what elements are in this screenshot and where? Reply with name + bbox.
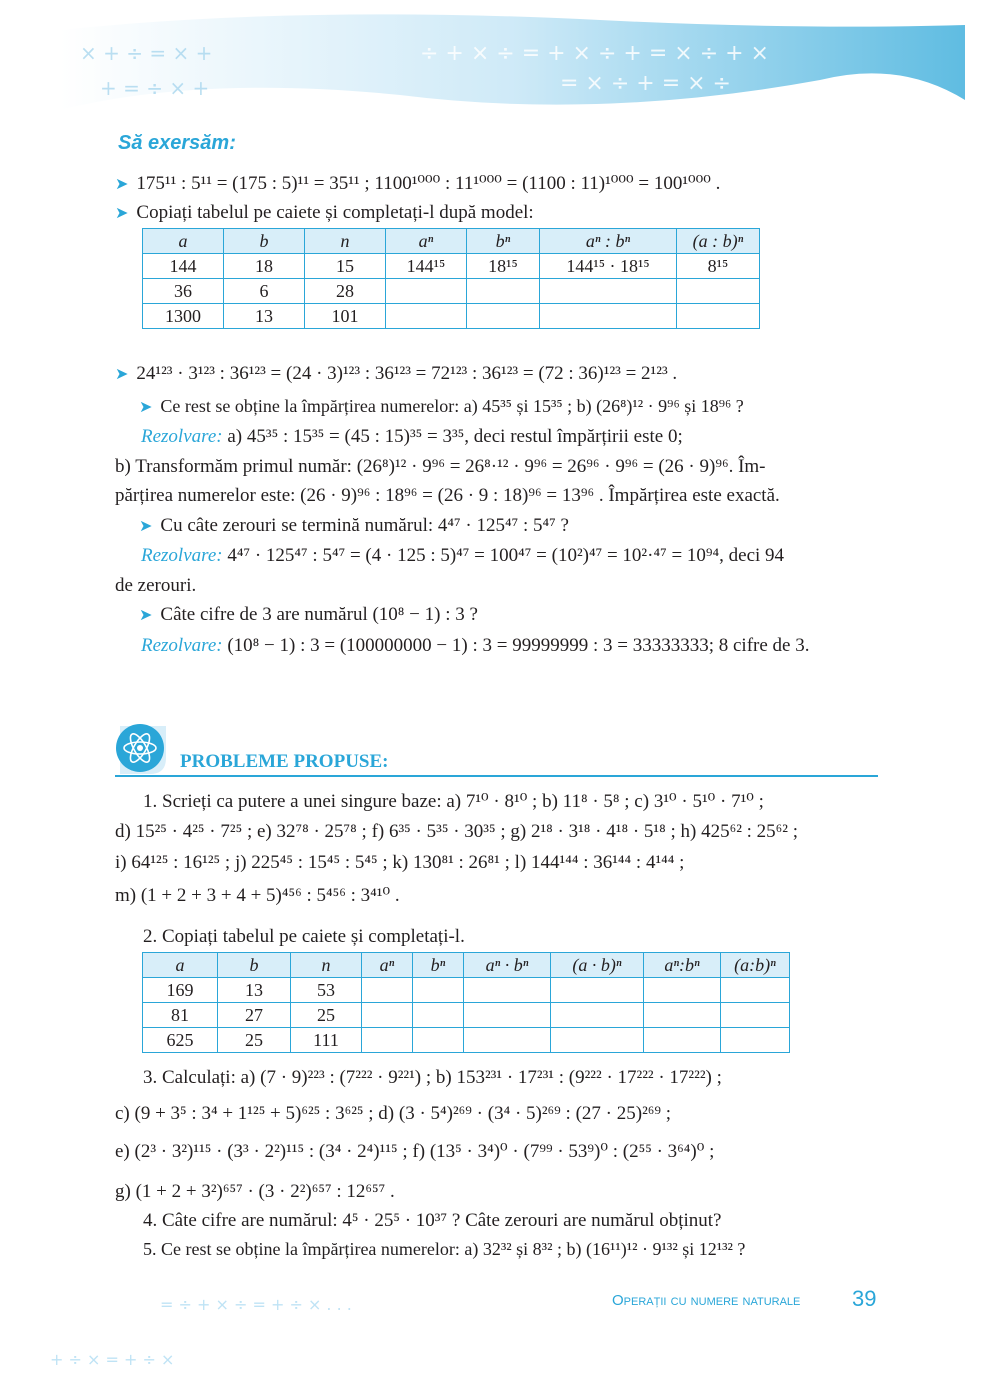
table-cell (677, 304, 760, 329)
table-cell: 101 (305, 304, 386, 329)
table-cell: 53 (291, 978, 362, 1003)
table-cell (551, 1028, 644, 1053)
table-cell: 25 (218, 1028, 291, 1053)
table-cell: 18¹⁵ (467, 254, 540, 279)
decorative-banner (0, 0, 992, 130)
problem-3-line-2: c) (9 + 3⁵ : 3⁴ + 1¹²⁵ + 5)⁶²⁵ : 3⁶²⁵ ; d) (3 · 5⁴)²⁶⁹ · (3⁴ · 5)²⁶⁹ : (27 · 25)²⁶⁹ ; (115, 1103, 672, 1124)
problem-5 (115, 1237, 880, 1261)
solution-label: Rezolvare: (141, 426, 223, 447)
arrow-icon: ➤ (115, 366, 129, 383)
solution-text: 4⁴⁷ · 125⁴⁷ : 5⁴⁷ = (4 · 125 : 5)⁴⁷ = 100⁴⁷ = (10²)⁴⁷ = 10²·⁴⁷ = 10⁹⁴, deci 94 (227, 545, 785, 566)
table-row (143, 279, 760, 304)
table-cell (362, 1003, 413, 1028)
table-cell (464, 1003, 551, 1028)
table-header-cell: aⁿ · bⁿ (464, 953, 551, 978)
table-cell (540, 304, 677, 329)
table-header-cell: (a:b)ⁿ (721, 953, 790, 978)
exercise-table (142, 952, 790, 1053)
table-header-cell: a (143, 953, 218, 978)
table-cell: 144¹⁵ (386, 254, 467, 279)
problem-3-line-4: g) (1 + 2 + 3²)⁶⁵⁷ · (3 · 2²)⁶⁵⁷ : 12⁶⁵⁷ . (115, 1181, 395, 1202)
page-number: 39 (852, 1286, 877, 1311)
table-cell (413, 1028, 464, 1053)
table-header-row (143, 953, 790, 978)
problem-text: 5. Ce rest se obține la împărțirea numerelor: a) 32³² și 8³² ; b) (16¹¹)¹² · 9¹³² și 12¹³² ? (143, 1239, 746, 1259)
arrow-icon: ➤ (115, 176, 129, 193)
problem-3-line-1 (115, 1066, 880, 1090)
problem-2 (115, 925, 880, 949)
solution-label: Rezolvare: (141, 635, 223, 656)
example-3 (115, 362, 880, 387)
problem-1-line-4: m) (1 + 2 + 3 + 4 + 5)⁴⁵⁶ : 5⁴⁵⁶ : 3⁴¹⁰ . (115, 885, 400, 906)
example-4-solution-b2: părțirea numerelor este: (26 · 9)⁹⁶ : 18⁹⁶ = (26 · 9 : 18)⁹⁶ = 13⁹⁶ . Împărțirea este exactă. (115, 485, 780, 506)
table-cell: 15 (305, 254, 386, 279)
problem-1-line-3: i) 64¹²⁵ : 16¹²⁵ ; j) 225⁴⁵ : 15⁴⁵ : 5⁴⁵ ; k) 130⁸¹ : 26⁸¹ ; l) 144¹⁴⁴ : 36¹⁴⁴ : 4¹⁴⁴ ; (115, 852, 685, 873)
table-header-cell: aⁿ:bⁿ (644, 953, 721, 978)
table-header-cell: aⁿ (362, 953, 413, 978)
svg-text:+ = ÷ × +: + = ÷ × + (100, 76, 210, 100)
table-header-cell: b (218, 953, 291, 978)
table-header-cell: bⁿ (467, 229, 540, 254)
example-5-solution (115, 544, 880, 568)
table-cell (551, 978, 644, 1003)
table-row (143, 254, 760, 279)
table-cell (464, 1028, 551, 1053)
table-cell: 18 (224, 254, 305, 279)
table-header-row (143, 229, 760, 254)
table-cell (386, 279, 467, 304)
solution-text: a) 45³⁵ : 15³⁵ = (45 : 15)³⁵ = 3³⁵, deci restul împărțirii este 0; (227, 426, 683, 447)
table-cell: 81 (143, 1003, 218, 1028)
table-cell (386, 304, 467, 329)
example-4 (115, 394, 880, 420)
problem-text: 3. Calculați: a) (7 · 9)²²³ : (7²²² · 9²²¹) ; b) 153²³¹ · 17²³¹ : (9²²² · 17²²² · 17²²²) ; (143, 1067, 722, 1088)
table-cell (467, 279, 540, 304)
table-cell: 169 (143, 978, 218, 1003)
table-cell (467, 304, 540, 329)
solution-text: (10⁸ − 1) : 3 = (100000000 − 1) : 3 = 99999999 : 3 = 33333333; 8 cifre de 3. (227, 635, 810, 656)
table-cell (362, 1028, 413, 1053)
table-header-cell: (a · b)ⁿ (551, 953, 644, 978)
table-cell (644, 1003, 721, 1028)
table-cell: 25 (291, 1003, 362, 1028)
table-cell (721, 978, 790, 1003)
table-cell (464, 978, 551, 1003)
example-6-solution (115, 634, 880, 658)
table-row (143, 1028, 790, 1053)
problem-text: 2. Copiați tabelul pe caiete și completați-l. (143, 926, 465, 947)
table-cell: 13 (224, 304, 305, 329)
chapter-title: Operații cu numere naturale (612, 1292, 801, 1309)
table-cell (413, 978, 464, 1003)
table-cell: 144¹⁵ · 18¹⁵ (540, 254, 677, 279)
table-cell: 111 (291, 1028, 362, 1053)
table-cell (721, 1003, 790, 1028)
table-cell (644, 1028, 721, 1053)
table-header-cell: (a : b)ⁿ (677, 229, 760, 254)
table-cell: 8¹⁵ (677, 254, 760, 279)
svg-text:= × ÷ + = × ÷: = × ÷ + = × ÷ (560, 71, 731, 96)
svg-text:÷ + × ÷ = + × ÷ + = × ÷ + ×: ÷ + × ÷ = + × ÷ + = × ÷ + × (420, 41, 769, 66)
section-title: Să exersăm: (118, 132, 236, 154)
table-cell: 625 (143, 1028, 218, 1053)
problem-1-line-2: d) 15²⁵ · 4²⁵ · 7²⁵ ; e) 32⁷⁸ · 25⁷⁸ ; f) 6³⁵ · 5³⁵ · 30³⁵ ; g) 2¹⁸ · 3¹⁸ · 4¹⁸ · 5¹⁸ ; h) 425⁶² : 25⁶² ; (115, 821, 799, 842)
example-5-solution-cont: de zerouri. (115, 575, 197, 596)
table-header-cell: n (305, 229, 386, 254)
example-4-solution-b1: b) Transformăm primul număr: (26⁸)¹² · 9⁹⁶ = 26⁸·¹² · 9⁹⁶ = 26⁹⁶ · 9⁹⁶ = (26 · 9)⁹⁶. Îm- (115, 456, 766, 477)
table-row (143, 304, 760, 329)
table-header-cell: n (291, 953, 362, 978)
section-divider (115, 775, 878, 777)
example-2-text: Copiați tabelul pe caiete și completați-l după model: (136, 202, 534, 223)
arrow-icon: ➤ (115, 205, 129, 222)
table-cell: 28 (305, 279, 386, 304)
example-4-text: Ce rest se obține la împărțirea numerelor: a) 45³⁵ și 15³⁵ ; b) (26⁸)¹² · 9⁹⁶ și 18⁹⁶ ? (160, 396, 744, 416)
table-cell (721, 1028, 790, 1053)
svg-text:= ÷ + × ÷ = + ÷ × . . .: = ÷ + × ÷ = + ÷ × . . . (160, 1295, 352, 1314)
example-5-text: Cu câte zerouri se termină numărul: 4⁴⁷ · 125⁴⁷ : 5⁴⁷ ? (160, 515, 569, 536)
table-cell (413, 1003, 464, 1028)
table-header-cell: aⁿ : bⁿ (540, 229, 677, 254)
table-cell (551, 1003, 644, 1028)
arrow-icon: ➤ (139, 399, 153, 416)
table-header-cell: b (224, 229, 305, 254)
svg-text:× + ÷ = × +: × + ÷ = × + (80, 41, 213, 65)
problem-text: 1. Scrieți ca putere a unei singure baze: a) 7¹⁰ · 8¹⁰ ; b) 11⁸ · 5⁸ ; c) 3¹⁰ · 5¹⁰ · 7¹⁰ ; (143, 791, 764, 812)
table-cell (644, 978, 721, 1003)
example-1 (115, 172, 880, 197)
table-cell: 1300 (143, 304, 224, 329)
example-6-text: Câte cifre de 3 are numărul (10⁸ − 1) : 3 ? (160, 604, 478, 625)
solution-label: Rezolvare: (141, 545, 223, 566)
table-cell (677, 279, 760, 304)
table-header-cell: aⁿ (386, 229, 467, 254)
example-3-text: 24¹²³ · 3¹²³ : 36¹²³ = (24 · 3)¹²³ : 36¹²³ = 72¹²³ : 36¹²³ = (72 : 36)¹²³ = 2¹²³ . (136, 363, 678, 384)
example-5 (115, 514, 880, 539)
model-table (142, 228, 760, 329)
table-header-cell: a (143, 229, 224, 254)
arrow-icon: ➤ (139, 518, 153, 535)
decorative-footer-symbols (40, 1270, 500, 1380)
example-4-solution-a (115, 425, 880, 449)
table-row (143, 978, 790, 1003)
example-1-text: 175¹¹ : 5¹¹ = (175 : 5)¹¹ = 35¹¹ ; 1100¹⁰⁰⁰ : 11¹⁰⁰⁰ = (1100 : 11)¹⁰⁰⁰ = 100¹⁰⁰⁰ . (136, 173, 721, 194)
example-6 (115, 603, 880, 628)
table-cell: 6 (224, 279, 305, 304)
problem-4 (115, 1209, 880, 1233)
problem-3-line-3: e) (2³ · 3²)¹¹⁵ · (3³ · 2²)¹¹⁵ : (3⁴ · 2⁴)¹¹⁵ ; f) (13⁵ · 3⁴)⁰ · (7⁹⁹ · 53⁹)⁰ : (2⁵⁵ · 3⁶⁴)⁰ ; (115, 1141, 715, 1162)
table-header-cell: bⁿ (413, 953, 464, 978)
problem-text: 4. Câte cifre are numărul: 4⁵ · 25⁵ · 10³⁷ ? Câte zerouri are numărul obținut? (143, 1210, 722, 1231)
problem-1-line-1 (115, 790, 880, 814)
table-cell: 144 (143, 254, 224, 279)
svg-text:+ ÷ × = + ÷ ×: + ÷ × = + ÷ × (50, 1350, 175, 1369)
table-cell: 13 (218, 978, 291, 1003)
table-cell (362, 978, 413, 1003)
atom-icon (110, 718, 176, 780)
arrow-icon: ➤ (139, 607, 153, 624)
table-row (143, 1003, 790, 1028)
problems-title: PROBLEME PROPUSE: (180, 751, 389, 772)
table-cell: 36 (143, 279, 224, 304)
table-cell: 27 (218, 1003, 291, 1028)
example-2 (115, 201, 880, 226)
table-cell (540, 279, 677, 304)
